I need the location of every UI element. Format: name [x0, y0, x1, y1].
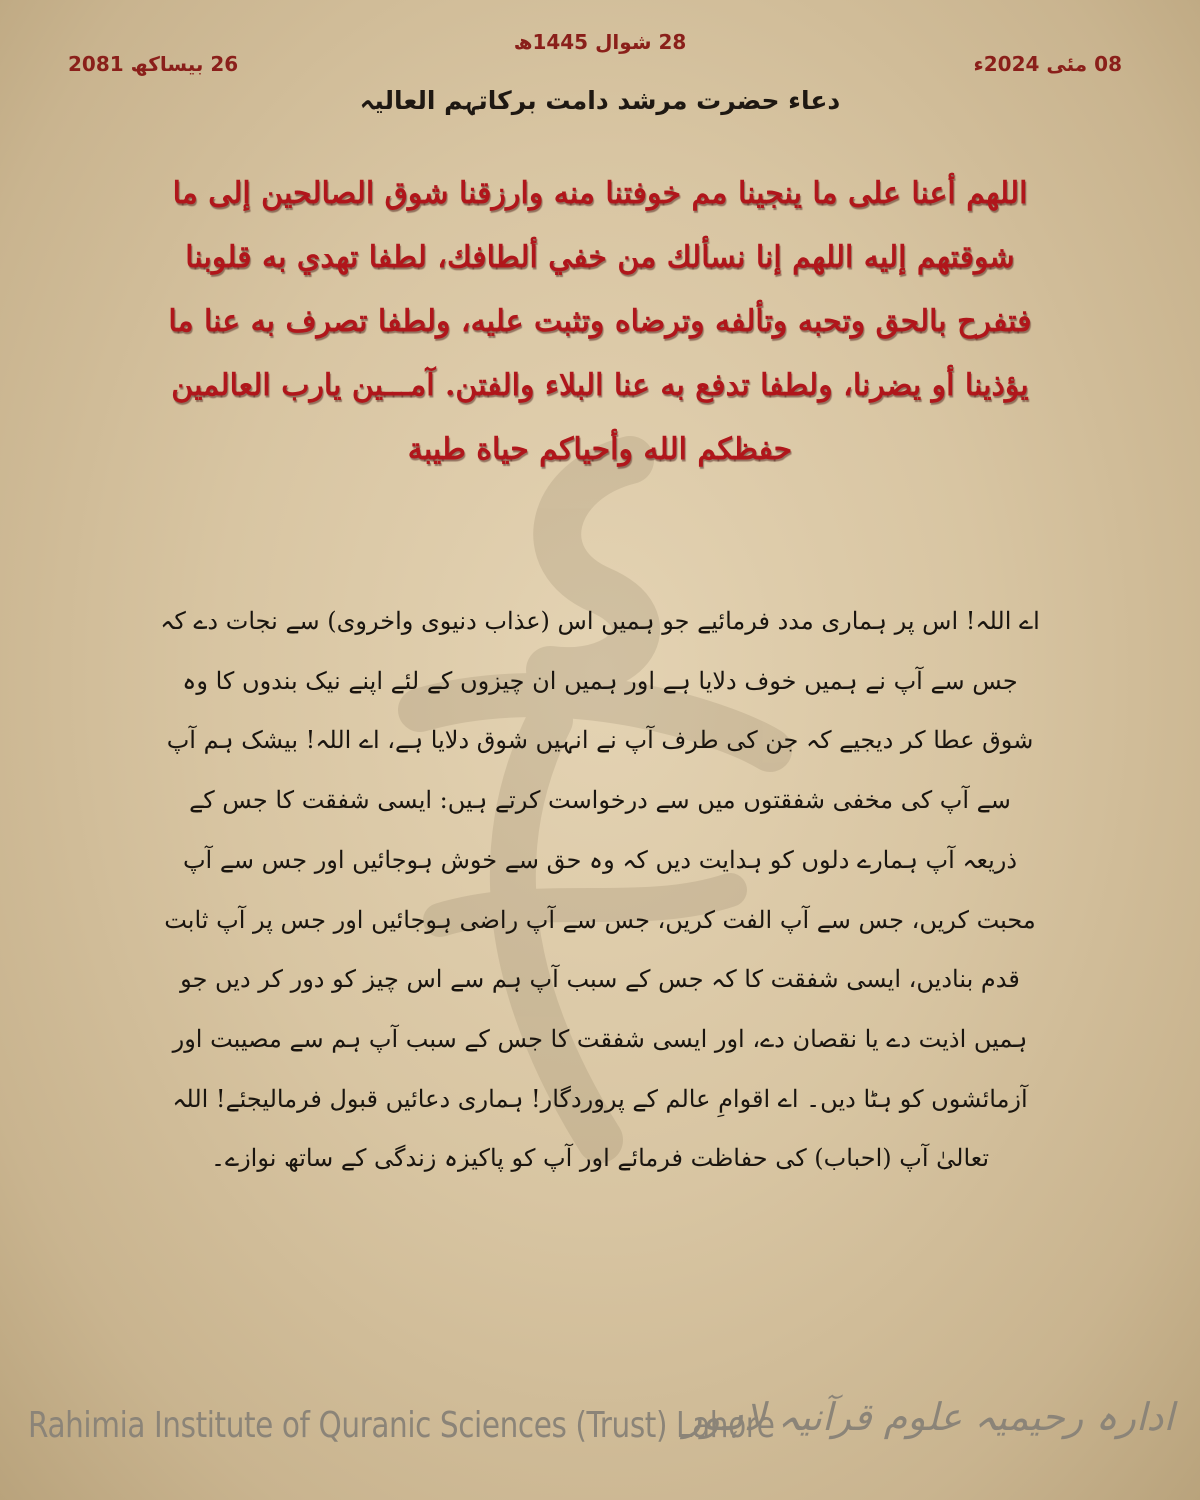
footer-institute-urdu-logo: ادارہ رحیمیہ علوم قرآنیہ لاہور	[683, 1395, 1174, 1439]
gregorian-date: 08 مئی 2024ء	[973, 52, 1122, 76]
hijri-date: 28 شوال 1445ھ	[513, 30, 687, 54]
dua-arabic-text: اللھم أعنا علی ما ینجینا مم خوفتنا منه وارزقنا شوق الصالحین إلی ما شوقتھم إليه اللھم إنا نسألك من خفي ألطافك، لطفا تھدي به قلوبنا فتفرح بالحق وتحبه وتألفه وترضاه وتثبت علیه، ولطفا تصرف به عنا ما یؤذینا أو یضرنا، ولطفا تدفع به عنا البلاء والفتن. آمـــین یارب العالمین حفظکم الله وأحیاکم حیاة طیبة	[168, 176, 1032, 467]
bikrami-date: 26 بیساکھ 2081	[68, 52, 239, 76]
footer-institute-english: Rahimia Institute of Quranic Sciences (Trust) Lahore	[28, 1405, 775, 1446]
dua-urdu-translation: اے اللہ! اس پر ہماری مدد فرمائیے جو ہمیں اس (عذاب دنیوی واخروی) سے نجات دے کہ جس سے آپ نے ہمیں خوف دلایا ہے اور ہمیں ان چیزوں کے لئے اپنے نیک بندوں کا وہ شوق عطا کر دیجیے کہ جن کی طرف آپ نے انہیں شوق دلایا ہے، اے اللہ! بیشک ہم آپ سے آپ کی مخفی شفقتوں میں سے درخواست کرتے ہیں: ایسی شفقت کا جس کے ذریعہ آپ ہمارے دلوں کو ہدایت دیں کہ وہ حق سے خوش ہوجائیں اور جس سے آپ محبت کریں، جس سے آپ الفت کریں، جس سے آپ راضی ہوجائیں اور جس پر آپ ثابت قدم بنادیں، ایسی شفقت کا کہ جس کے سبب آپ ہم سے اس چیز کو دور کر دیں جو ہمیں اذیت دے یا نقصان دے، اور ایسی شفقت کا جس کے سبب آپ ہم سے مصیبت اور آزمائشوں کو ہٹا دیں۔ اے اقوامِ عالم کے پروردگار! ہماری دعائیں قبول فرمالیجئے! اللہ تعالیٰ آپ (احباب) کی حفاظت فرمائے اور آپ کو پاکیزہ زندگی کے ساتھ نوازے۔	[160, 607, 1040, 1173]
page-title: دعاء حضرت مرشد دامت برکاتہم العالیہ	[359, 86, 841, 115]
